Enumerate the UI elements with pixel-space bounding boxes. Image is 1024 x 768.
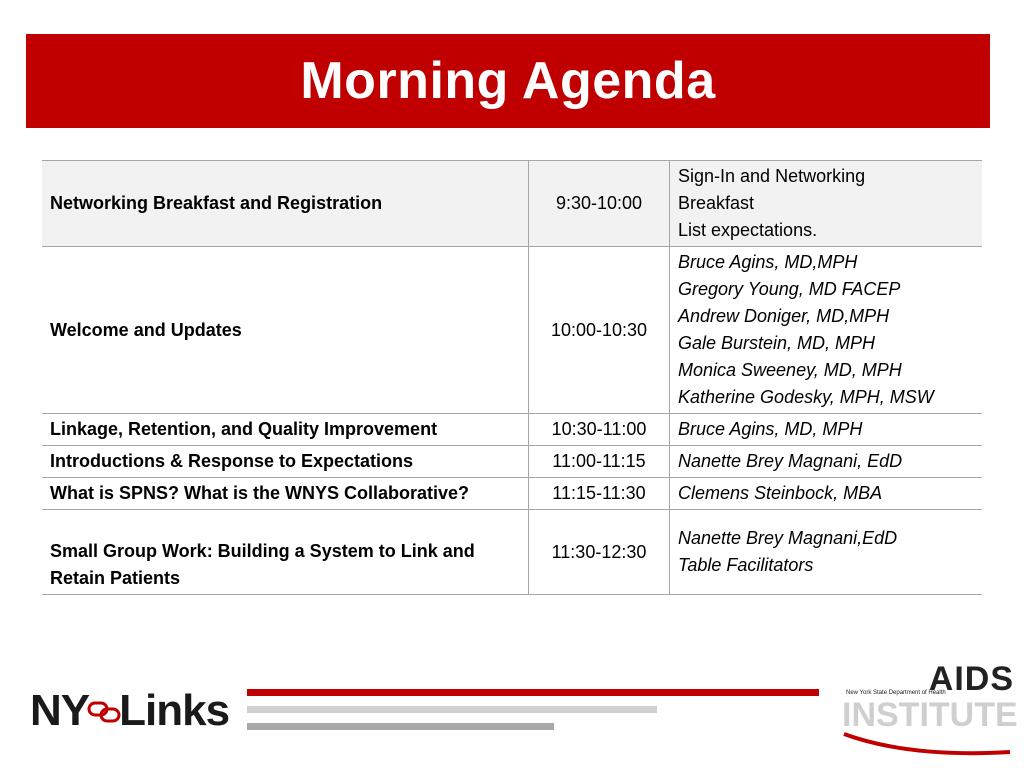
agenda-table (42, 160, 982, 595)
presenter-line: List expectations. (678, 220, 818, 240)
presenter-cell (670, 446, 983, 478)
presenter-line: Nanette Brey Magnani,EdD (678, 528, 898, 548)
presenter-line: Sign-In and Networking (678, 166, 866, 186)
title-banner (26, 34, 990, 128)
presenter-cell (670, 161, 983, 247)
logo-text-institute: INSTITUTE (842, 696, 1018, 734)
table-row (42, 247, 982, 414)
presenter-line: Gale Burstein, MD, MPH (678, 333, 876, 353)
time-cell: 9:30-10:00 (529, 161, 670, 247)
time-cell: 11:00-11:15 (529, 446, 670, 478)
session-cell: Small Group Work: Building a System to Link and Retain Patients (42, 510, 529, 595)
light-grey-divider-bar (247, 706, 657, 713)
presenter-line: Table Facilitators (678, 555, 814, 575)
presenter-line: Katherine Godesky, MPH, MSW (678, 387, 934, 407)
logo-text-links: Links (119, 686, 230, 735)
ny-links-logo (30, 686, 229, 736)
table-row (42, 414, 982, 446)
table-row (42, 446, 982, 478)
time-cell: 10:00-10:30 (529, 247, 670, 414)
table-row (42, 161, 982, 247)
table-row (42, 478, 982, 510)
table-row (42, 510, 982, 595)
logo-text-ny: NY (30, 686, 90, 735)
page-title: Morning Agenda (300, 52, 716, 110)
presenter-line: Andrew Doniger, MD,MPH (678, 306, 890, 326)
grey-divider-bar (247, 723, 554, 730)
presenter-line: Nanette Brey Magnani, EdD (678, 451, 903, 471)
logo-text-dept: New York State Department of Health (846, 690, 946, 696)
presenter-cell (670, 247, 983, 414)
swoosh-icon (840, 730, 1018, 760)
logo-text-aids: AIDS (928, 660, 1014, 698)
presenter-line: Gregory Young, MD FACEP (678, 279, 901, 299)
presenter-line: Clemens Steinbock, MBA (678, 483, 883, 503)
session-cell: Linkage, Retention, and Quality Improvement (42, 414, 529, 446)
session-cell: What is SPNS? What is the WNYS Collaborative? (42, 478, 529, 510)
presenter-line: Bruce Agins, MD, MPH (678, 419, 863, 439)
presenter-cell (670, 414, 983, 446)
presenter-line: Bruce Agins, MD,MPH (678, 252, 858, 272)
presenter-line: Breakfast (678, 193, 755, 213)
presenter-cell (670, 478, 983, 510)
session-cell: Introductions & Response to Expectations (42, 446, 529, 478)
time-cell: 11:15-11:30 (529, 478, 670, 510)
time-cell: 11:30-12:30 (529, 510, 670, 595)
chain-link-icon (87, 693, 121, 729)
session-cell: Networking Breakfast and Registration (42, 161, 529, 247)
session-cell: Welcome and Updates (42, 247, 529, 414)
presenter-cell (670, 510, 983, 595)
presenter-line: Monica Sweeney, MD, MPH (678, 360, 902, 380)
aids-institute-logo (840, 660, 1018, 760)
time-cell: 10:30-11:00 (529, 414, 670, 446)
red-divider-bar (247, 689, 819, 696)
